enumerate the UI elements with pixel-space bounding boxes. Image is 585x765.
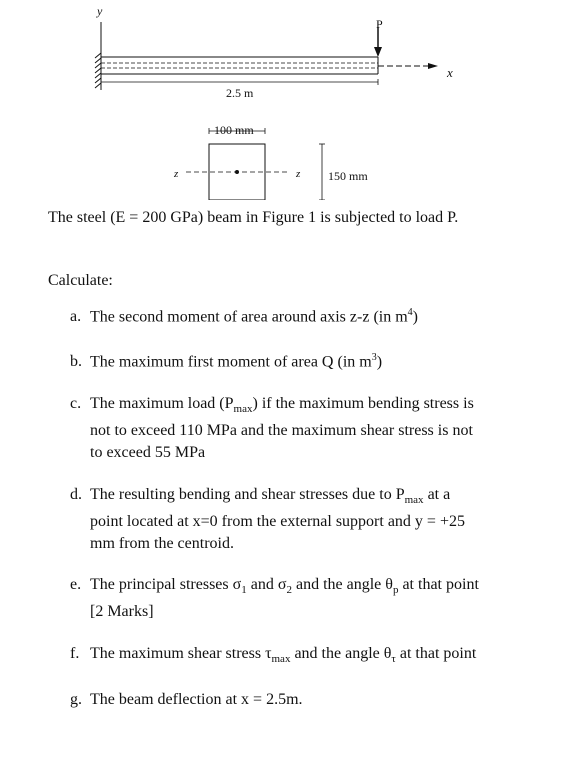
question-d: d. The resulting bending and shear stresses due to $P_{max}$ at a point located at x=0 from the external support and y = +25 mm from the centroid. — [70, 486, 465, 553]
question-a-label: a. — [70, 308, 82, 326]
beam-figure — [0, 0, 585, 200]
question-b-label: b. — [70, 353, 82, 371]
neutral-axis-label-left: z — [174, 168, 179, 180]
question-g-label: g. — [70, 691, 82, 708]
beam — [101, 57, 378, 74]
question-b: b. The maximum first moment of area Q (in $m^3$) — [70, 347, 540, 373]
question-c: c. The maximum load $(P_{max})$ if the maximum bending stress is not to exceed 110 MPa and the maximum shear stress is not to exceed 55 MPa — [70, 395, 474, 462]
fixed-support — [95, 52, 101, 88]
neutral-axis-label-right: z — [296, 168, 301, 180]
centroid-dot — [235, 170, 239, 174]
y-axis-label: y — [97, 4, 103, 18]
question-e: e. The principal stresses $\sigma_1$ and $\sigma_2$ and the angle $\theta_p$ at that point [2 Marks] — [70, 576, 479, 621]
question-c-label: c. — [70, 395, 82, 412]
load-arrow-head — [374, 47, 382, 57]
question-g: g. The beam deflection at x = 2.5m. — [70, 689, 540, 711]
height-label: 150 mm — [328, 169, 368, 183]
width-label: 100 mm — [214, 123, 254, 137]
question-f-label: f. — [70, 645, 80, 662]
intro-text: The steel (E = 200 GPa) beam in Figure 1 is subjected to load P. — [48, 209, 459, 226]
length-label: 2.5 m — [226, 86, 254, 100]
x-axis-arrow — [428, 63, 438, 69]
x-axis-label: x — [447, 65, 453, 80]
load-label: P — [376, 17, 383, 31]
question-a: a. The second moment of area around axis z-z (in $m^4$) — [70, 302, 540, 328]
question-f: f. The maximum shear stress $\tau_{max}$ and the angle $\theta_\tau$ at that point — [70, 645, 477, 666]
question-d-label: d. — [70, 486, 82, 503]
question-e-label: e. — [70, 576, 82, 593]
calculate-heading: Calculate: — [48, 272, 113, 289]
